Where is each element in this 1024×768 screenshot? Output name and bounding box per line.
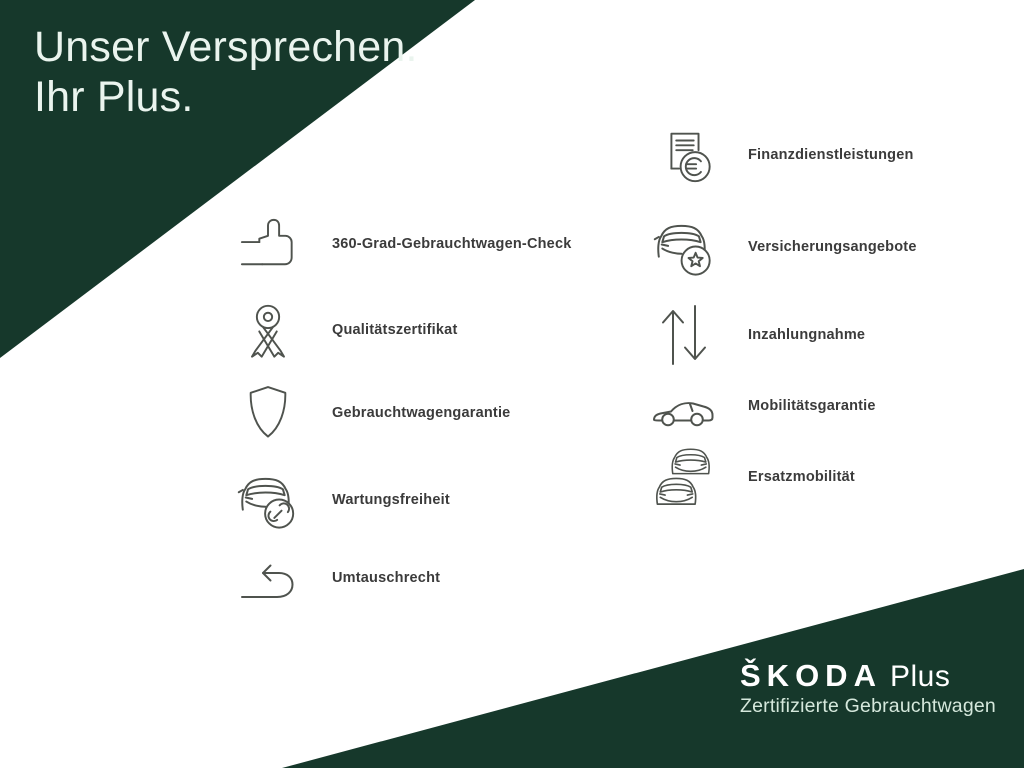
arrows-up-down-icon [646, 297, 722, 373]
skoda-plus-logo [740, 658, 996, 718]
benefit-row [646, 368, 876, 444]
benefit-label: Finanzdienstleistungen [748, 147, 914, 163]
shield-icon [230, 375, 306, 451]
benefit-label: Versicherungsangebote [748, 239, 917, 255]
benefit-label: Qualitätszertifikat [332, 322, 458, 338]
car-wrench-icon [230, 462, 306, 538]
return-arrow-icon [230, 540, 306, 616]
benefit-label: Umtauschrecht [332, 570, 441, 586]
benefit-row [230, 462, 450, 538]
benefit-row [646, 297, 865, 373]
benefit-label: Wartungsfreiheit [332, 492, 450, 508]
benefit-label: Inzahlungnahme [748, 327, 866, 343]
benefit-label: Gebrauchtwagengarantie [332, 405, 511, 421]
benefit-label: 360-Grad-Gebrauchtwagen-Check [332, 236, 572, 252]
brand-suffix: Plus [889, 660, 951, 693]
benefit-row [230, 540, 440, 616]
benefit-row [230, 292, 457, 368]
benefit-row [646, 209, 917, 285]
headline-line2: Ihr Plus. [34, 73, 194, 121]
document-euro-icon [646, 117, 722, 193]
car-star-icon [646, 209, 722, 285]
two-cars-icon [646, 439, 722, 515]
page-title [34, 22, 418, 122]
benefit-label: Ersatzmobilität [748, 469, 855, 485]
award-ribbon-icon [230, 292, 306, 368]
benefit-row [646, 439, 855, 515]
brand-wordmark: ŠKODA [740, 658, 882, 693]
benefit-row [230, 375, 510, 451]
benefit-label: Mobilitätsgarantie [748, 398, 876, 414]
thumbs-up-icon [230, 206, 306, 282]
logo-subtitle: Zertifizierte Gebrauchtwagen [740, 695, 996, 717]
car-side-icon [646, 368, 722, 444]
benefit-row [230, 206, 571, 282]
headline-line1: Unser Versprechen. [34, 23, 418, 71]
benefit-row [646, 117, 914, 193]
